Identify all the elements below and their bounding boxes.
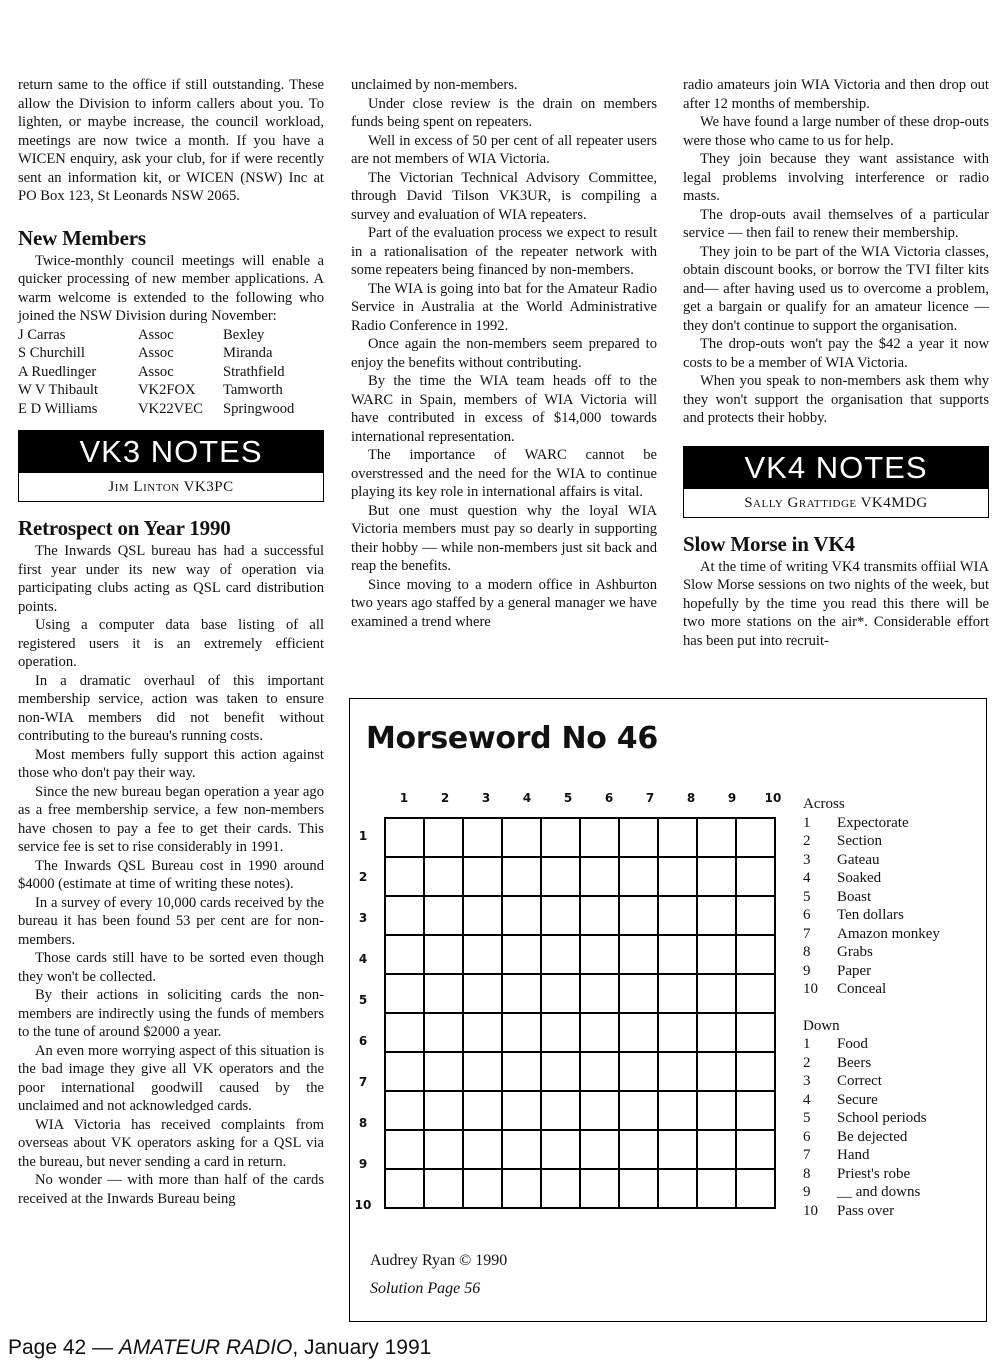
row-number: 7	[358, 1075, 368, 1089]
member-call: Assoc	[138, 345, 174, 361]
col2-paragraph: The WIA is going into bat for the Amateur Radio Service in Australia at the World Administrative Radio Conference in 1992.	[351, 280, 657, 334]
clue-number: 2	[803, 833, 811, 849]
grid-cell	[541, 1052, 580, 1091]
grid-cell	[658, 1091, 697, 1130]
clue-text: Hand	[837, 1147, 870, 1163]
down-heading: Down	[803, 1017, 840, 1034]
col1-paragraph: The Inwards QSL bureau has had a successful first year under its new way of operation via participating clubs acting as QSL card distribution points.	[18, 543, 324, 615]
clue-number: 6	[803, 907, 811, 923]
clue-text: Priest's robe	[837, 1165, 911, 1182]
clue-number: 3	[803, 1073, 811, 1089]
clue-number: 5	[803, 1110, 811, 1126]
down-clue	[803, 1146, 983, 1165]
down-clues	[803, 1035, 983, 1220]
clue-text: Food	[837, 1036, 868, 1052]
col2-paragraph: The Victorian Technical Advisory Committee, through David Tilson VK3UR, is compiling a survey and evaluation of WIA repeaters.	[351, 169, 657, 223]
grid-cell	[736, 857, 775, 896]
col2-body	[351, 95, 657, 632]
grid-cell	[697, 857, 736, 896]
col3-paragraph: They join to be part of the WIA Victoria classes, obtain discount books, or borrow the TVI filter kits and— after having used us to overcome a problem, get a bargain or qualify for an amateur licence — they don't continue to support the organisation.	[683, 243, 989, 334]
grid-cell	[463, 857, 502, 896]
col1-paragraph: By their actions in soliciting cards the non-members are indirectly using the funds of members to the tune of around $2000 a year.	[18, 987, 324, 1040]
retrospect-heading: Retrospect on Year 1990	[18, 516, 231, 540]
col2-paragraph: Part of the evaluation process we expect to result in a rationalisation of the repeater network with some repeaters being financed by non-members.	[351, 225, 657, 278]
across-clue	[803, 906, 983, 925]
column-number: 5	[563, 791, 573, 805]
col2-paragraph: Under close review is the drain on members funds being spent on repeaters.	[351, 95, 657, 130]
across-clue	[803, 943, 983, 962]
grid-cell	[463, 1052, 502, 1091]
clue-number: 1	[803, 1036, 811, 1052]
column-number: 8	[686, 791, 696, 805]
col2-paragraph: Since moving to a modern office in Ashburton two years ago staffed by a general manager we have examined a trend where	[351, 576, 657, 630]
row-number: 8	[358, 1116, 368, 1130]
grid-cell	[385, 1052, 424, 1091]
across-clue	[803, 814, 983, 833]
member-row	[18, 326, 294, 345]
grid-cell	[619, 974, 658, 1013]
grid-cell	[736, 1013, 775, 1052]
grid-cell	[658, 1052, 697, 1091]
member-row	[18, 344, 294, 363]
column-number: 7	[645, 791, 655, 805]
vk3-notes-author: Jim Linton VK3PC	[108, 479, 234, 495]
grid-cell	[385, 896, 424, 935]
grid-cell	[619, 896, 658, 935]
clue-number: 8	[803, 1165, 811, 1182]
col1-paragraph: Those cards still have to be sorted even though they won't be collected.	[18, 950, 324, 985]
grid-cell	[463, 896, 502, 935]
grid-cell	[502, 857, 541, 896]
clue-text: Be dejected	[837, 1128, 908, 1145]
grid-cell	[736, 935, 775, 974]
column-number: 3	[481, 791, 491, 805]
col1-paragraph: Using a computer data base listing of all registered users it is an extremely efficient operation.	[18, 617, 324, 670]
clue-text: School periods	[837, 1110, 927, 1126]
down-clue	[803, 1054, 983, 1073]
puzzle-credit: Audrey Ryan © 1990	[370, 1252, 508, 1269]
vk4-notes-box	[683, 446, 989, 518]
grid-cell	[736, 1169, 775, 1208]
grid-cell	[385, 857, 424, 896]
grid-cell	[424, 1013, 463, 1052]
grid-cell	[385, 1013, 424, 1052]
intro-paragraph: return same to the office if still outstanding. These allow the Division to inform callers about you. To lighten, or maybe increase, the council workload, meetings are now twice a month. If you have a WICEN enquiry, ask your club, for if were recently sent an information kit, or WICEN (NSW) Inc at PO Box 123, St Leonards NSW 2065.	[18, 77, 324, 204]
col2-paragraph: By the time the WIA team heads off to the WARC in Spain, members of WIA Victoria will have contributed in excess of $14,000 towards international representation.	[351, 373, 657, 445]
row-number: 1	[358, 829, 368, 843]
grid-cell	[424, 974, 463, 1013]
grid-cell	[424, 1052, 463, 1091]
col2-lead: unclaimed by non-members.	[351, 77, 518, 93]
clue-text: __ and downs	[837, 1184, 921, 1200]
grid-cell	[385, 818, 424, 857]
column-number: 1	[399, 791, 409, 805]
col1-paragraph: Most members fully support this action against those who don't pay their way.	[18, 746, 324, 781]
grid-cell	[580, 818, 619, 857]
grid-cell	[697, 818, 736, 857]
col1-paragraph: The Inwards QSL Bureau cost in 1990 around $4000 (estimate at time of writing these notes).	[18, 857, 324, 892]
col3-paragraph: They join because they want assistance with legal problems involving interference or radio masts.	[683, 151, 989, 204]
grid-cell	[502, 1169, 541, 1208]
grid-cell	[580, 974, 619, 1013]
across-clue	[803, 832, 983, 851]
down-clue	[803, 1109, 983, 1128]
col2-paragraph: Once again the non-members seem prepared to enjoy the benefits without contributing.	[351, 336, 657, 371]
grid-cell	[502, 1130, 541, 1169]
member-name: J Carras	[18, 326, 66, 343]
grid-cell	[619, 857, 658, 896]
member-name: S Churchill	[18, 345, 85, 361]
grid-cell	[502, 1091, 541, 1130]
clue-text: Paper	[837, 962, 872, 979]
members-table	[18, 326, 294, 419]
vk3-notes-box	[18, 430, 324, 502]
grid-cell	[736, 896, 775, 935]
grid-cell	[619, 935, 658, 974]
across-clue	[803, 888, 983, 907]
col1-paragraph: In a dramatic overhaul of this important membership service, action was taken to ensure non-WIA members did not benefit without contributing to the bureau's running costs.	[18, 672, 324, 744]
clue-text: Amazon monkey	[837, 925, 940, 942]
grid-cell	[658, 974, 697, 1013]
grid-cell	[385, 1169, 424, 1208]
page-footer	[8, 1336, 431, 1360]
row-number: 9	[358, 1157, 368, 1171]
new-members-heading: New Members	[18, 225, 146, 250]
col3-paragraph: The drop-outs won't pay the $42 a year it now costs to be a member of WIA Victoria.	[683, 336, 989, 371]
member-call: Assoc	[138, 326, 174, 343]
grid-cell	[541, 857, 580, 896]
across-clue	[803, 851, 983, 870]
vk4-notes-title: VK4 NOTES	[684, 447, 988, 489]
grid-cell	[580, 1130, 619, 1169]
member-town: Springwood	[223, 400, 295, 417]
member-row	[18, 381, 294, 400]
grid-cell	[424, 857, 463, 896]
puzzle-solution-ref: Solution Page 56	[370, 1280, 481, 1297]
retrospect-body	[18, 542, 324, 1208]
clue-text: Pass over	[837, 1202, 895, 1219]
col1-paragraph: In a survey of every 10,000 cards received by the bureau it has been found 53 per cent are for non-members.	[18, 894, 324, 948]
grid-cell	[580, 896, 619, 935]
member-town: Strathfield	[223, 363, 285, 380]
member-call: VK22VEC	[138, 400, 203, 417]
grid-cell	[697, 1052, 736, 1091]
member-town: Miranda	[223, 345, 273, 361]
row-number: 6	[358, 1034, 368, 1048]
row-number: 2	[358, 870, 368, 884]
grid-cell	[541, 1130, 580, 1169]
column-number: 2	[440, 791, 450, 805]
clue-text: Gateau	[837, 851, 880, 868]
col1-paragraph: Since the new bureau began operation a year ago as a free membership service, a few non-members have chosen to pay a fee to get their cards. This service fee is set to rise considerably in 1991.	[18, 783, 324, 855]
clue-text: Expectorate	[837, 814, 909, 831]
grid-cell	[502, 896, 541, 935]
vk4-notes-author: Sally Grattidge VK4MDG	[744, 494, 928, 511]
across-clue	[803, 925, 983, 944]
across-clue	[803, 980, 983, 999]
clue-number: 4	[803, 870, 811, 886]
clue-text: Beers	[837, 1054, 872, 1071]
col3-body	[683, 113, 989, 428]
grid-cell	[385, 1091, 424, 1130]
column-number: 6	[604, 791, 614, 805]
grid-cell	[502, 1013, 541, 1052]
clue-number: 10	[803, 1202, 818, 1219]
clue-text: Section	[837, 833, 882, 849]
col2-paragraph: Well in excess of 50 per cent of all repeater users are not members of WIA Victoria.	[351, 132, 657, 167]
col3-paragraph: We have found a large number of these drop-outs were those who came to us for help.	[683, 114, 989, 149]
grid-cell	[580, 857, 619, 896]
clue-number: 4	[803, 1091, 811, 1108]
col1-paragraph: An even more worrying aspect of this situation is the bad image they give all VK operators and the poor international goodwill caused by the unclaimed and not acknowledged cards.	[18, 1042, 324, 1114]
grid-cell	[424, 1130, 463, 1169]
column-2	[351, 76, 657, 631]
clue-number: 7	[803, 925, 811, 942]
clue-text: Conceal	[837, 981, 887, 997]
grid-cell	[541, 1169, 580, 1208]
puzzle-grid	[384, 817, 776, 1209]
clue-number: 6	[803, 1128, 811, 1145]
grid-cell	[697, 935, 736, 974]
grid-cell	[658, 1169, 697, 1208]
grid-cell	[424, 1091, 463, 1130]
row-number: 4	[358, 952, 368, 966]
clue-number: 5	[803, 888, 811, 905]
grid-cell	[463, 1091, 502, 1130]
down-clue	[803, 1183, 983, 1202]
member-row	[18, 400, 294, 419]
col1-paragraph: No wonder — with more than half of the cards received at the Inwards Bureau being	[18, 1172, 324, 1207]
member-row	[18, 363, 294, 382]
grid-cell	[502, 1052, 541, 1091]
clue-number: 9	[803, 962, 811, 979]
member-town: Bexley	[223, 326, 265, 343]
down-clue	[803, 1202, 983, 1221]
grid-cell	[736, 1052, 775, 1091]
grid-cell	[658, 935, 697, 974]
grid-cell	[424, 935, 463, 974]
across-clue	[803, 869, 983, 888]
grid-cell	[385, 1130, 424, 1169]
grid-cell	[619, 1130, 658, 1169]
member-call: VK2FOX	[138, 382, 196, 398]
column-number: 9	[727, 791, 737, 805]
down-clue	[803, 1165, 983, 1184]
col3-paragraph: When you speak to non-members ask them why they won't support the organisation that supports and protects their hobby.	[683, 373, 989, 426]
grid-cell	[463, 818, 502, 857]
grid-cell	[658, 818, 697, 857]
grid-cell	[463, 1169, 502, 1208]
clue-text: Soaked	[837, 870, 882, 886]
grid-cell	[541, 935, 580, 974]
new-members-text: Twice-monthly council meetings will enable a quicker processing of new member applications. A warm welcome is extended to the following who joined the NSW Division during November:	[18, 252, 324, 324]
row-number: 5	[358, 993, 368, 1007]
grid-cell	[580, 1013, 619, 1052]
member-name: A Ruedlinger	[18, 363, 97, 380]
across-heading: Across	[803, 796, 845, 812]
clue-text: Correct	[837, 1073, 882, 1089]
grid-cell	[658, 1130, 697, 1169]
slow-morse-heading: Slow Morse in VK4	[683, 531, 855, 556]
grid-cell	[580, 935, 619, 974]
clue-number: 2	[803, 1054, 811, 1071]
clue-number: 8	[803, 944, 811, 960]
clue-list	[803, 795, 983, 1220]
grid-cell	[424, 896, 463, 935]
grid-cell	[736, 974, 775, 1013]
grid-cell	[385, 974, 424, 1013]
down-clue	[803, 1072, 983, 1091]
grid-cell	[736, 1130, 775, 1169]
grid-cell	[502, 818, 541, 857]
member-name: E D Williams	[18, 400, 98, 417]
grid-cell	[736, 1091, 775, 1130]
grid-cell	[502, 935, 541, 974]
column-3	[683, 76, 989, 650]
grid-cell	[619, 1013, 658, 1052]
grid-cell	[385, 935, 424, 974]
grid-cell	[658, 896, 697, 935]
column-number: 10	[764, 791, 782, 805]
col3-lead: radio amateurs join WIA Victoria and then drop out after 12 months of membership.	[683, 77, 989, 112]
clue-number: 7	[803, 1147, 811, 1163]
column-number: 4	[522, 791, 532, 805]
grid-cell	[580, 1091, 619, 1130]
grid-cell	[697, 1091, 736, 1130]
grid-cell	[697, 1169, 736, 1208]
grid-cell	[697, 1013, 736, 1052]
across-clue	[803, 962, 983, 981]
grid-cell	[619, 818, 658, 857]
grid-cell	[463, 1013, 502, 1052]
grid-cell	[619, 1169, 658, 1208]
across-clues	[803, 814, 983, 999]
slow-morse-text: At the time of writing VK4 transmits offiial WIA Slow Morse sessions on two nights of the week, but hopefully by the time you read this there will be two more stations on the air*. Considerable effort has been put into recruit-	[683, 558, 989, 649]
clue-number: 1	[803, 814, 811, 831]
grid-cell	[580, 1169, 619, 1208]
member-name: W V Thibault	[18, 382, 99, 398]
col2-paragraph: The importance of WARC cannot be overstressed and the need for the WIA to continue playing its key role in international affairs is vital.	[351, 447, 657, 500]
grid-cell	[619, 1091, 658, 1130]
grid-cell	[463, 1130, 502, 1169]
grid-cell	[502, 974, 541, 1013]
down-clue	[803, 1035, 983, 1054]
grid-cell	[658, 857, 697, 896]
vk3-notes-title: VK3 NOTES	[19, 431, 323, 473]
col1-paragraph: WIA Victoria has received complaints from overseas about VK operators asking for a QSL via the bureau, but never sending a card in return.	[18, 1116, 324, 1170]
grid-cell	[424, 818, 463, 857]
clue-text: Ten dollars	[837, 907, 904, 923]
footer-page: Page 42 —	[8, 1336, 119, 1359]
clue-text: Grabs	[837, 944, 873, 960]
grid-cell	[697, 896, 736, 935]
clue-text: Secure	[837, 1091, 878, 1108]
grid-cell	[463, 974, 502, 1013]
grid-cell	[697, 974, 736, 1013]
col3-paragraph: The drop-outs avail themselves of a particular service — then fail to renew their membership.	[683, 206, 989, 241]
col2-paragraph: But one must question why the loyal WIA Victoria members must pay so dearly in supporting their hobby — while non-members just sit back and reap the benefits.	[351, 502, 657, 574]
grid-cell	[541, 896, 580, 935]
clue-number: 3	[803, 851, 811, 868]
footer-magazine: AMATEUR RADIO	[118, 1336, 293, 1359]
grid-cell	[580, 1052, 619, 1091]
puzzle-title: Morseword No 46	[366, 721, 658, 756]
row-number: 3	[358, 911, 368, 925]
down-clue	[803, 1128, 983, 1147]
grid-cell	[541, 1091, 580, 1130]
grid-cell	[736, 818, 775, 857]
footer-date: , January 1991	[292, 1336, 432, 1359]
member-call: Assoc	[138, 363, 174, 380]
clue-text: Boast	[837, 888, 872, 905]
grid-cell	[619, 1052, 658, 1091]
member-town: Tamworth	[223, 382, 283, 398]
down-clue	[803, 1091, 983, 1110]
column-1	[18, 76, 324, 1208]
grid-cell	[541, 974, 580, 1013]
grid-cell	[658, 1013, 697, 1052]
clue-number: 9	[803, 1184, 811, 1200]
morseword-puzzle	[349, 698, 987, 1322]
grid-cell	[541, 818, 580, 857]
grid-cell	[541, 1013, 580, 1052]
clue-number: 10	[803, 981, 818, 997]
row-number: 10	[354, 1198, 372, 1212]
grid-cell	[424, 1169, 463, 1208]
grid-cell	[697, 1130, 736, 1169]
grid-cell	[463, 935, 502, 974]
